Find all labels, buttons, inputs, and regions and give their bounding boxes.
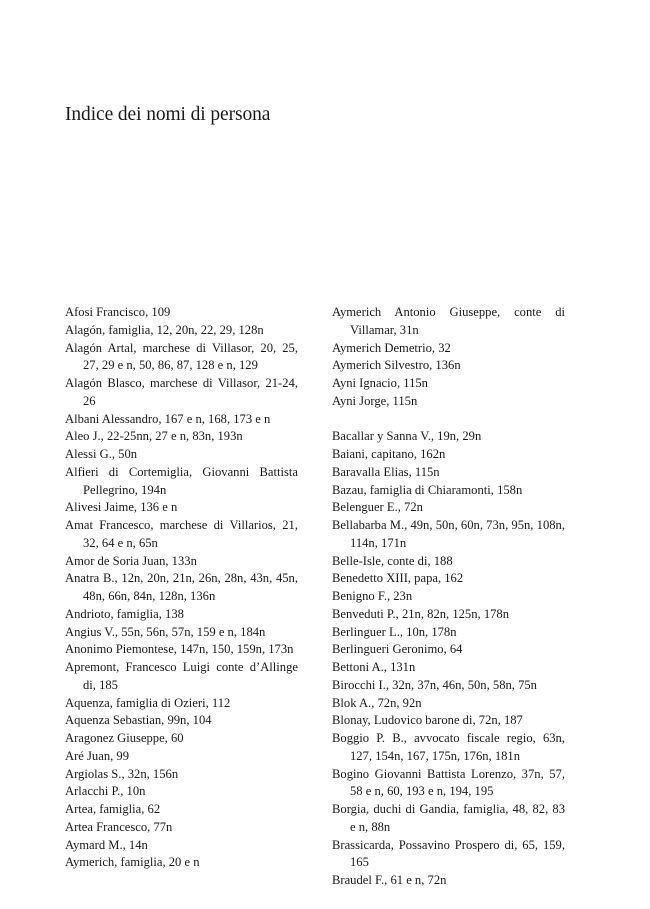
index-entry: Apremont, Francesco Luigi conte d’Allinge di, 185 bbox=[65, 660, 298, 692]
index-entry: Andrioto, famiglia, 138 bbox=[65, 606, 184, 621]
index-entry: Birocchi I., 32n, 37n, 46n, 50n, 58n, 75n bbox=[332, 677, 537, 692]
index-entry: Bellabarba M., 49n, 50n, 60n, 73n, 95n, 108n, 114n, 171n bbox=[332, 518, 565, 550]
letter-section-gap bbox=[332, 411, 565, 429]
index-entry: Aymerich Antonio Giuseppe, conte di Villamar, 31n bbox=[332, 305, 565, 337]
index-column-right bbox=[332, 304, 565, 890]
page-title: Indice dei nomi di persona bbox=[65, 104, 271, 125]
index-entry: Bazau, famiglia di Chiaramonti, 158n bbox=[332, 482, 523, 497]
index-entry: Alivesi Jaime, 136 e n bbox=[65, 500, 178, 515]
index-entry: Brassicarda, Possavino Prospero di, 65, 159, 165 bbox=[332, 837, 565, 870]
index-entry: Berlinguer L., 10n, 178n bbox=[332, 624, 457, 639]
index-entry: Alagón, famiglia, 12, 20n, 22, 29, 128n bbox=[65, 322, 264, 337]
index-column-left bbox=[65, 304, 298, 872]
index-entry: Angius V., 55n, 56n, 57n, 159 e n, 184n bbox=[65, 624, 266, 639]
index-entry: Ayni Jorge, 115n bbox=[332, 393, 418, 408]
index-entry: Ayni Ignacio, 115n bbox=[332, 376, 428, 390]
index-entry: Borgia, duchi di Gandia, famiglia, 48, 82, 83 e n, 88n bbox=[332, 802, 565, 834]
index-entry: Aymerich Silvestro, 136n bbox=[332, 358, 461, 373]
index-entry: Amor de Soria Juan, 133n bbox=[65, 553, 197, 568]
index-entry: Baravalla Elias, 115n bbox=[332, 464, 440, 479]
index-entry: Aquenza Sebastian, 99n, 104 bbox=[65, 713, 212, 728]
index-entry: Bacallar y Sanna V., 19n, 29n bbox=[332, 429, 482, 444]
index-entry: Bettoni A., 131n bbox=[332, 660, 416, 674]
index-entry: Albani Alessandro, 167 e n, 168, 173 e n bbox=[65, 411, 271, 426]
index-entry: Braudel F., 61 e n, 72n bbox=[332, 873, 447, 887]
index-entry: Benedetto XIII, papa, 162 bbox=[332, 571, 464, 586]
index-entry: Anatra B., 12n, 20n, 21n, 26n, 28n, 43n, 45n, 48n, 66n, 84n, 128n, 136n bbox=[65, 571, 298, 603]
index-entry: Arlacchi P., 10n bbox=[65, 784, 146, 799]
index-entry: Alagón Blasco, marchese di Villasor, 21-24, 26 bbox=[65, 376, 298, 408]
index-entry: Anonimo Piemontese, 147n, 150, 159n, 173n bbox=[65, 642, 294, 657]
index-entry: Alessi G., 50n bbox=[65, 447, 138, 461]
index-entry: Boggio P. B., avvocato fiscale regio, 63n, 127, 154n, 167, 175n, 176n, 181n bbox=[332, 731, 565, 763]
index-entry: Alfieri di Cortemiglia, Giovanni Battista Pellegrino, 194n bbox=[65, 464, 298, 497]
index-entry: Amat Francesco, marchese di Villarios, 21, 32, 64 e n, 65n bbox=[65, 518, 298, 550]
index-entry: Baiani, capitano, 162n bbox=[332, 447, 446, 461]
index-entry: Afosi Francisco, 109 bbox=[65, 305, 171, 319]
index-entry: Aleo J., 22-25nn, 27 e n, 83n, 193n bbox=[65, 429, 243, 444]
index-entry: Aragonez Giuseppe, 60 bbox=[65, 731, 184, 745]
index-entry: Artea, famiglia, 62 bbox=[65, 802, 161, 816]
index-entry: Aré Juan, 99 bbox=[65, 748, 130, 763]
index-entry: Blonay, Ludovico barone di, 72n, 187 bbox=[332, 713, 523, 728]
index-entry: Benveduti P., 21n, 82n, 125n, 178n bbox=[332, 606, 510, 621]
index-entry: Aymerich, famiglia, 20 e n bbox=[65, 855, 200, 870]
index-entry: Aquenza, famiglia di Ozieri, 112 bbox=[65, 695, 231, 710]
index-entry: Aymerich Demetrio, 32 bbox=[332, 340, 451, 355]
index-entry: Bogino Giovanni Battista Lorenzo, 37n, 57, 58 e n, 60, 193 e n, 194, 195 bbox=[332, 766, 565, 799]
index-entry: Belle-Isle, conte di, 188 bbox=[332, 553, 453, 568]
index-entry: Argiolas S., 32n, 156n bbox=[65, 766, 179, 781]
index-entry: Berlingueri Geronimo, 64 bbox=[332, 642, 463, 657]
index-entry: Aymard M., 14n bbox=[65, 837, 148, 852]
index-entry: Artea Francesco, 77n bbox=[65, 819, 173, 834]
index-entry: Benigno F., 23n bbox=[332, 589, 413, 603]
index-entry: Alagón Artal, marchese di Villasor, 20, 25, 27, 29 e n, 50, 86, 87, 128 e n, 129 bbox=[65, 340, 298, 373]
index-entry: Belenguer E., 72n bbox=[332, 500, 423, 515]
index-entry: Blok A., 72n, 92n bbox=[332, 695, 422, 710]
